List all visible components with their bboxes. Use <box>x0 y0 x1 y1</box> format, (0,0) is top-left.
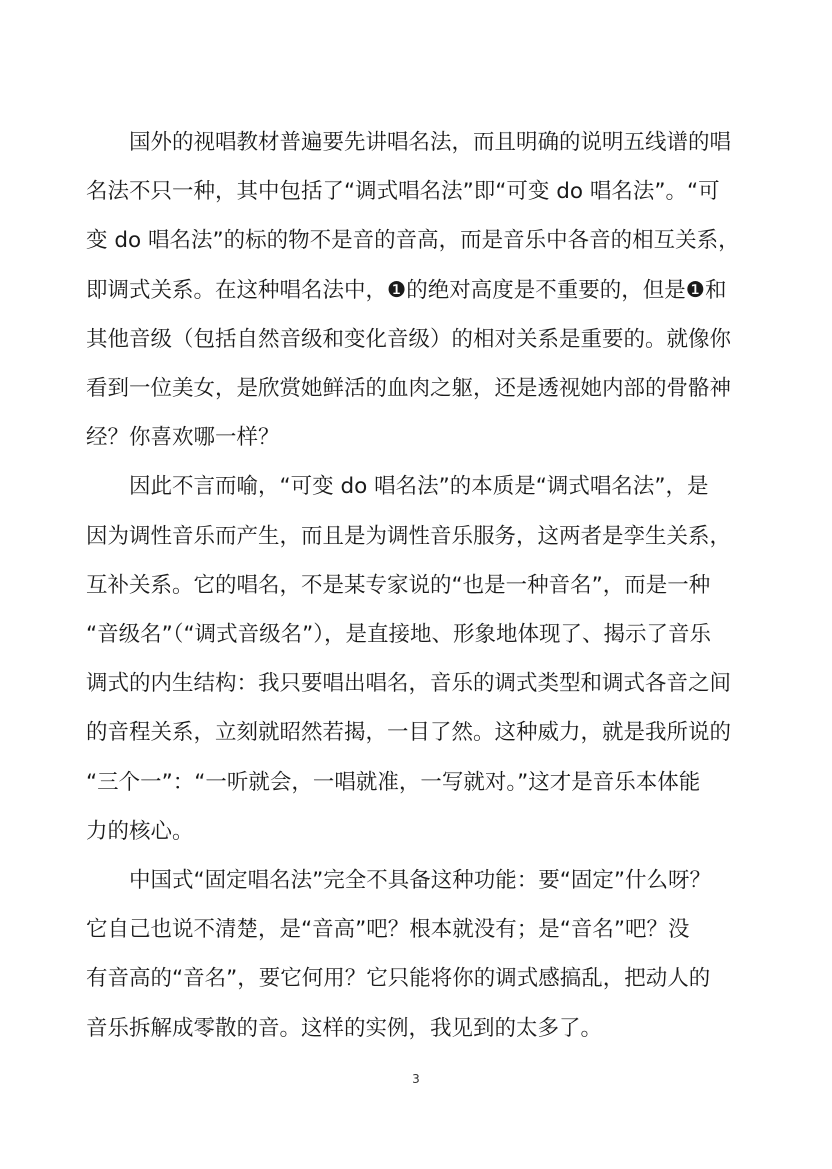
text-line: 力的核心。 <box>86 818 194 844</box>
paragraph-1 <box>86 118 750 462</box>
paragraph-2 <box>86 462 750 856</box>
text-line: 中国式“固定唱名法”完全不具备这种功能：要“固定”什么呀？ <box>129 868 712 894</box>
text-line: 即调式关系。在这种唱名法中，❶的绝对高度是不重要的，但是❶和 <box>86 277 727 303</box>
text-line: 其他音级（包括自然音级和变化音级）的相对关系是重要的。就像你 <box>86 326 732 352</box>
text-line: 国外的视唱教材普遍要先讲唱名法，而且明确的说明五线谱的唱 <box>129 130 732 155</box>
text-line: 看到一位美女，是欣赏她鲜活的血肉之躯，还是透视她内部的骨骼神 <box>86 376 732 402</box>
text-line: 变 do 唱名法”的标的物不是音的音高，而是音乐中各音的相互关系， <box>86 228 740 254</box>
text-line: 因为调性音乐而产生，而且是为调性音乐服务，这两者是孪生关系， <box>86 523 732 549</box>
text-line: 互补关系。它的唱名，不是某专家说的“也是一种音名”，而是一种 <box>86 572 711 598</box>
text-line: 调式的内生结构：我只要唱出唱名，音乐的调式类型和调式各音之间 <box>86 671 732 697</box>
text-line: “三个一”：“一听就会，一唱就准，一写就对。”这才是音乐本体能 <box>86 769 701 795</box>
text-line: 它自己也说不清楚，是“音高”吧？根本就没有；是“音名”吧？没 <box>86 917 690 943</box>
page-number: 3 <box>412 1072 420 1086</box>
paragraph-3 <box>86 856 750 1053</box>
text-line: 有音高的“音名”，要它何用？它只能将你的调式感搞乱，把动人的 <box>86 966 711 992</box>
text-line: “音级名”（“调式音级名”），是直接地、形象地体现了、揭示了音乐 <box>86 622 712 648</box>
text-line: 因此不言而喻，“可变 do 唱名法”的本质是“调式唱名法”，是 <box>129 474 709 500</box>
text-line: 经？你喜欢哪一样？ <box>86 425 280 451</box>
text-line: 音乐拆解成零散的音。这样的实例，我见到的太多了。 <box>86 1015 603 1041</box>
text-line: 的音程关系，立刻就昭然若揭，一目了然。这种威力，就是我所说的 <box>86 720 732 746</box>
text-line: 名法不只一种，其中包括了“调式唱名法”即“可变 do 唱名法”。“可 <box>86 179 720 205</box>
document-body <box>86 118 750 1053</box>
